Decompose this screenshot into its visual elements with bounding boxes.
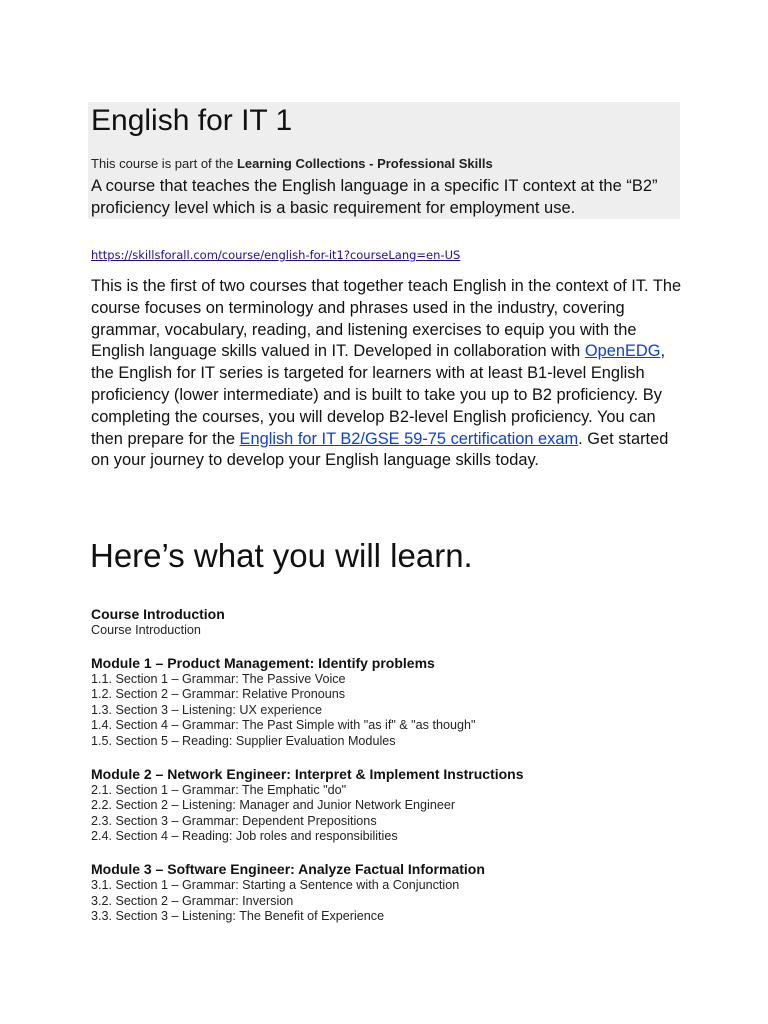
outline-item: 2.2. Section 2 – Listening: Manager and Junior Network Engineer bbox=[91, 798, 456, 813]
collection-name: Learning Collections - Professional Skills bbox=[236, 156, 493, 171]
group-title: Module 3 – Software Engineer: Analyze Factual Information bbox=[91, 860, 485, 877]
certification-exam-link[interactable]: English for IT B2/GSE 59-75 certification exam bbox=[239, 429, 579, 448]
openedg-link[interactable]: OpenEDG bbox=[584, 342, 661, 361]
group-title: Module 2 – Network Engineer: Interpret & Implement Instructions bbox=[91, 765, 524, 782]
outline-item: 1.4. Section 4 – Grammar: The Past Simple with "as if" & "as though" bbox=[91, 718, 476, 733]
course-introduction-group bbox=[91, 606, 691, 639]
description-text-1: This is the first of two courses that together teach English in the context of IT. The course focuses on terminology and phrases used in the industry, covering grammar, vocabulary, reading, and listening exercises to equip you with the English language skills valued in IT. Developed in collaboration with bbox=[91, 277, 682, 361]
outline-item: 1.3. Section 3 – Listening: UX experience bbox=[91, 702, 323, 717]
outline-item: 2.3. Section 3 – Grammar: Dependent Prepositions bbox=[91, 813, 377, 828]
collection-note bbox=[91, 155, 493, 172]
outline-item: Course Introduction bbox=[91, 623, 201, 637]
module-2-group bbox=[91, 766, 691, 845]
module-3-group bbox=[91, 861, 691, 925]
course-outline bbox=[91, 606, 691, 941]
group-title: Course Introduction bbox=[91, 606, 225, 622]
description-text-3: . Get started on your journey to develop your English language skills today. bbox=[91, 429, 669, 470]
outline-item: 2.4. Section 4 – Reading: Job roles and responsibilities bbox=[91, 829, 398, 844]
learn-heading: Here’s what you will learn. bbox=[90, 537, 473, 574]
course-description bbox=[91, 276, 685, 472]
outline-item: 3.3. Section 3 – Listening: The Benefit of Experience bbox=[91, 909, 385, 924]
outline-item: 2.1. Section 1 – Grammar: The Emphatic "do" bbox=[91, 782, 347, 797]
course-url-link[interactable]: https://skillsforall.com/course/english-for-it1?courseLang=en-US bbox=[91, 248, 461, 262]
outline-item: 1.2. Section 2 – Grammar: Relative Pronouns bbox=[91, 687, 346, 702]
description-text-2: , the English for IT series is targeted for learners with at least B1-level English proficiency (lower intermediate) and is built to take you up to B2 proficiency. By completing the courses, you will develop B2-level English proficiency. You can then prepare for the bbox=[91, 342, 666, 448]
course-title: English for IT 1 bbox=[91, 104, 293, 137]
collection-prefix: This course is part of the bbox=[91, 156, 237, 171]
module-1-group bbox=[91, 655, 691, 750]
outline-item: 3.1. Section 1 – Grammar: Starting a Sentence with a Conjunction bbox=[91, 877, 460, 892]
course-summary: A course that teaches the English language in a specific IT context at the “B2” proficiency level which is a basic requirement for employment use. bbox=[91, 177, 658, 217]
outline-item: 1.5. Section 5 – Reading: Supplier Evaluation Modules bbox=[91, 733, 396, 748]
group-title: Module 1 – Product Management: Identify problems bbox=[91, 654, 435, 671]
outline-item: 3.2. Section 2 – Grammar: Inversion bbox=[91, 893, 294, 908]
outline-item: 1.1. Section 1 – Grammar: The Passive Voice bbox=[91, 671, 346, 686]
